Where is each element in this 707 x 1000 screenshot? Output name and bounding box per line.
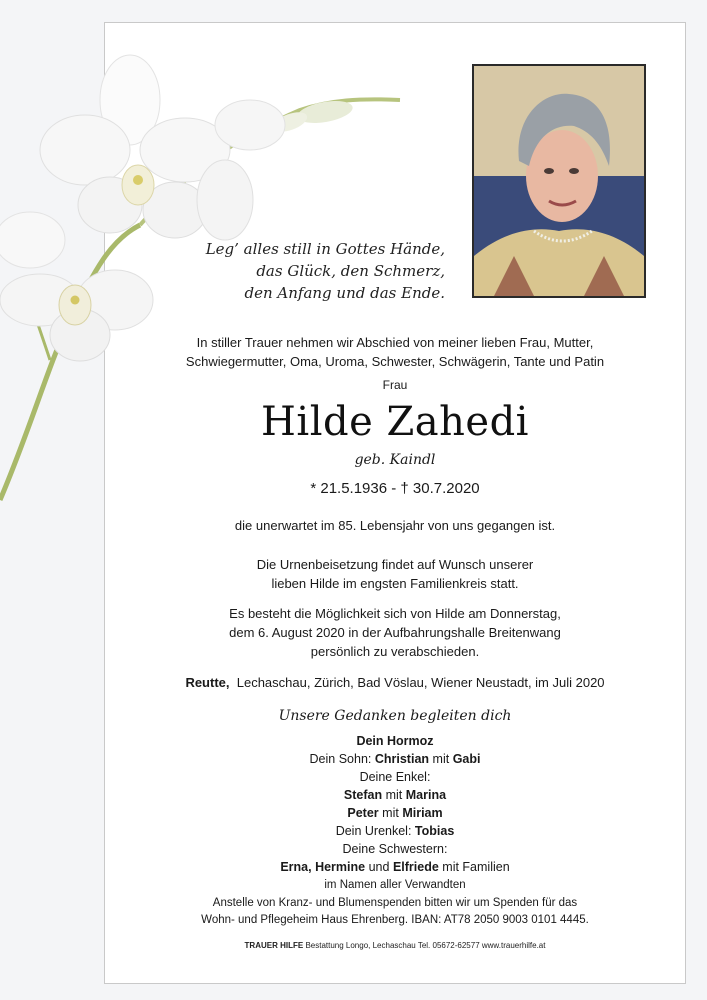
sisters-a: Erna, Hermine xyxy=(280,860,366,874)
burial-line: lieben Hilde im engsten Familienkreis statt. xyxy=(271,576,519,591)
burial-text xyxy=(104,555,686,593)
son-prefix: Dein Sohn: xyxy=(309,752,372,766)
imprint-brand: TRAUER HILFE xyxy=(244,941,304,950)
burial-line: Die Urnenbeisetzung findet auf Wunsch unserer xyxy=(256,557,534,572)
farewell-line: dem 6. August 2020 in der Aufbahrungshalle Breitenwang xyxy=(229,625,561,640)
with-word: mit xyxy=(432,752,450,766)
intro-line: In stiller Trauer nehmen wir Abschied von meiner lieben Frau, Mutter, xyxy=(196,335,594,350)
quote-line: das Glück, den Schmerz, xyxy=(256,262,445,280)
grandkid-partner: Marina xyxy=(405,788,447,802)
grandkid: Peter xyxy=(347,806,379,820)
sisters-suffix: mit Familien xyxy=(442,860,510,874)
donation-line: Anstelle von Kranz- und Blumenspenden bitten wir um Spenden für das xyxy=(212,897,578,909)
memorial-quote xyxy=(145,238,445,304)
salutation: Frau xyxy=(382,378,408,392)
intro-text xyxy=(104,333,686,371)
life-dates: * 21.5.1936 - † 30.7.2020 xyxy=(310,480,480,497)
grandkid: Stefan xyxy=(343,788,383,802)
sisters-label: Deine Schwestern: xyxy=(342,842,448,856)
place-rest: Lechaschau, Zürich, Bad Vöslau, Wiener Neustadt, im Juli 2020 xyxy=(236,675,605,690)
donation-line: Wohn- und Pflegeheim Haus Ehrenberg. IBAN: AT78 2050 9003 0101 4445. xyxy=(201,914,589,926)
son-partner: Gabi xyxy=(452,752,481,766)
grandkid-partner: Miriam xyxy=(402,806,443,820)
passing-text: die unerwartet im 85. Lebensjahr von uns gegangen ist. xyxy=(234,518,556,533)
farewell-line: persönlich zu verabschieden. xyxy=(310,644,480,659)
imprint xyxy=(104,941,686,950)
and-word: und xyxy=(368,860,390,874)
son: Christian xyxy=(374,752,430,766)
grandkids-label: Deine Enkel: xyxy=(359,770,431,784)
place-main: Reutte, xyxy=(185,675,230,690)
intro-line: Schwiegermutter, Oma, Uroma, Schwester, Schwägerin, Tante und Patin xyxy=(185,354,605,369)
farewell-text xyxy=(104,604,686,661)
place-date xyxy=(104,675,686,690)
portrait-image xyxy=(474,66,644,296)
sisters-b: Elfriede xyxy=(392,860,439,874)
donation-note xyxy=(104,895,686,929)
birth-name: geb. Kaindl xyxy=(354,452,436,468)
with-word: mit xyxy=(382,806,399,820)
quote-line: Leg’ alles still in Gottes Hände, xyxy=(205,240,445,258)
relatives: im Namen aller Verwandten xyxy=(324,879,466,891)
with-word: mit xyxy=(385,788,403,802)
thoughts-heading: Unsere Gedanken begleiten dich xyxy=(278,708,512,724)
great-grandchild: Tobias xyxy=(414,824,455,838)
quote-line: den Anfang und das Ende. xyxy=(244,284,445,302)
husband: Dein Hormoz xyxy=(356,734,434,748)
deceased-name: Hilde Zahedi xyxy=(261,399,529,445)
farewell-line: Es besteht die Möglichkeit sich von Hilde am Donnerstag, xyxy=(229,606,561,621)
imprint-text: Bestattung Longo, Lechaschau Tel. 05672-62577 www.trauerhilfe.at xyxy=(305,941,546,950)
portrait-photo xyxy=(472,64,646,298)
great-prefix: Dein Urenkel: xyxy=(335,824,412,838)
family-list xyxy=(104,732,686,894)
